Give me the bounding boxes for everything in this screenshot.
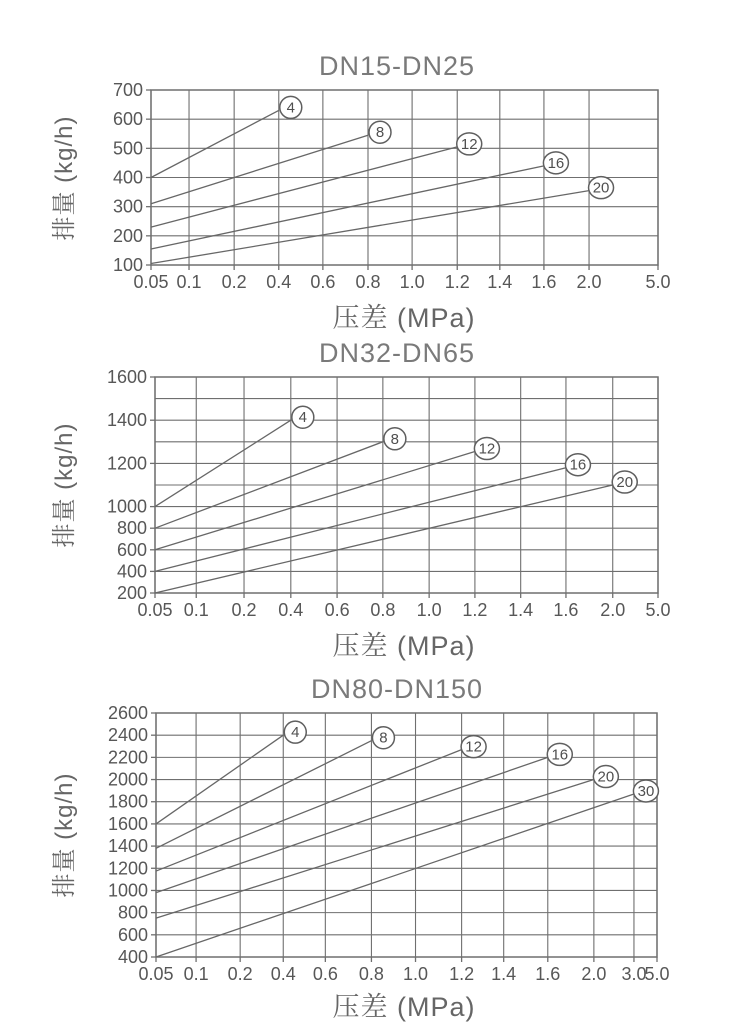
series-line-12 [151,147,457,227]
y-tick-label: 1200 [107,858,148,879]
y-tick-label: 600 [116,539,147,560]
chart1-title: DN15-DN25 [318,51,476,81]
series-marker-20-label: 20 [597,768,615,786]
x-tick-label: 1.2 [444,272,470,292]
series-marker-16-label: 16 [551,746,569,764]
series-marker-16-label: 16 [547,154,565,172]
y-tick-label: 2400 [107,725,148,746]
chart1-x-axis-label: 压差 (MPa) [332,303,476,333]
series-marker-4-label: 4 [298,409,307,427]
y-tick-label: 1600 [107,813,148,834]
chart2-title: DN32-DN65 [318,338,476,368]
x-tick-label: 1.2 [449,964,475,984]
series-marker-12-label: 12 [460,135,478,153]
y-tick-label: 1400 [106,410,147,431]
series-marker-8-label: 8 [390,430,400,448]
chart3-x-axis-label: 压差 (MPa) [332,992,476,1022]
x-tick-label: 0.4 [278,600,304,620]
series-line-4 [151,110,279,177]
series-line-8 [151,135,368,204]
series-marker-8-label: 8 [375,124,385,142]
series-line-20 [155,485,613,593]
y-tick-label: 1800 [107,791,148,812]
series-marker-12-label: 12 [465,738,482,756]
x-tick-label: 5.0 [644,964,670,984]
series-marker-20-label: 20 [592,179,610,197]
chart3-title: DN80-DN150 [310,674,484,704]
y-tick-label: 800 [116,518,147,539]
chart2-y-axis-label: 排量 (kg/h) [51,422,78,548]
chart1-y-axis-label: 排量 (kg/h) [51,115,78,241]
y-tick-label: 1600 [106,367,147,387]
chart2-x-axis-label: 压差 (MPa) [332,631,476,661]
y-tick-label: 600 [117,924,148,945]
x-tick-label: 0.4 [270,964,296,984]
series-line-16 [155,468,566,572]
x-tick-label: 1.0 [403,964,429,984]
x-tick-label: 0.05 [138,964,174,984]
series-marker-8-label: 8 [379,729,388,747]
x-tick-label: 0.1 [176,272,202,292]
series-line-20 [156,780,594,919]
x-tick-label: 0.2 [227,964,253,984]
y-tick-label: 2600 [107,703,148,723]
x-tick-label: 2.0 [576,272,602,292]
y-tick-label: 400 [116,561,147,582]
y-tick-label: 500 [112,138,143,159]
y-tick-label: 300 [112,196,143,217]
x-tick-label: 3.0 [621,964,647,984]
x-tick-label: 1.6 [553,600,579,620]
x-tick-label: 0.8 [358,964,384,984]
y-tick-label: 400 [117,947,148,967]
x-tick-label: 0.05 [133,272,169,292]
y-tick-label: 400 [112,167,143,188]
series-marker-4-label: 4 [286,99,295,117]
x-tick-label: 1.2 [462,600,488,620]
x-tick-label: 0.6 [310,272,336,292]
y-tick-label: 2000 [107,769,148,790]
x-tick-label: 2.0 [600,600,626,620]
x-tick-label: 1.6 [535,964,561,984]
series-line-16 [156,757,548,892]
y-tick-label: 200 [112,225,143,246]
x-tick-label: 0.8 [370,600,396,620]
y-tick-label: 2200 [107,747,148,768]
chart-plot-2 [107,367,671,620]
x-tick-label: 1.4 [508,600,534,620]
x-tick-label: 0.8 [355,272,381,292]
x-tick-label: 0.6 [324,600,350,620]
chart3-y-axis-label: 排量 (kg/h) [51,772,78,898]
series-marker-12-label: 12 [478,440,496,458]
series-marker-20-label: 20 [616,474,634,491]
y-tick-label: 1400 [107,836,148,857]
y-tick-label: 600 [112,109,143,130]
y-tick-label: 1200 [106,453,147,474]
series-marker-4-label: 4 [291,724,300,742]
x-tick-label: 0.4 [266,272,292,292]
x-tick-label: 0.2 [221,272,247,292]
chart-plot-3 [108,703,670,984]
x-tick-label: 1.0 [399,272,425,292]
series-line-30 [156,794,634,957]
x-tick-label: 1.4 [487,272,513,292]
x-tick-label: 2.0 [581,964,607,984]
x-tick-label: 1.6 [531,272,557,292]
series-line-20 [151,191,589,264]
x-tick-label: 5.0 [645,272,671,292]
series-marker-30-label: 30 [637,782,655,800]
x-tick-label: 1.0 [416,600,442,620]
y-tick-label: 1000 [107,880,148,901]
x-tick-label: 5.0 [645,600,671,620]
series-marker-16-label: 16 [569,456,587,474]
x-tick-label: 0.6 [312,964,338,984]
plot-border [156,713,657,957]
x-tick-label: 0.1 [183,600,209,620]
x-tick-label: 0.05 [137,600,173,620]
x-tick-label: 1.4 [491,964,517,984]
series-line-12 [155,452,475,550]
x-tick-label: 0.2 [231,600,257,620]
y-tick-label: 700 [112,80,143,100]
y-tick-label: 100 [112,255,143,275]
x-tick-label: 0.1 [183,964,209,984]
y-tick-label: 800 [117,902,148,923]
y-tick-label: 200 [116,583,147,603]
y-tick-label: 1000 [106,496,147,517]
chart-plot-1 [113,80,671,292]
